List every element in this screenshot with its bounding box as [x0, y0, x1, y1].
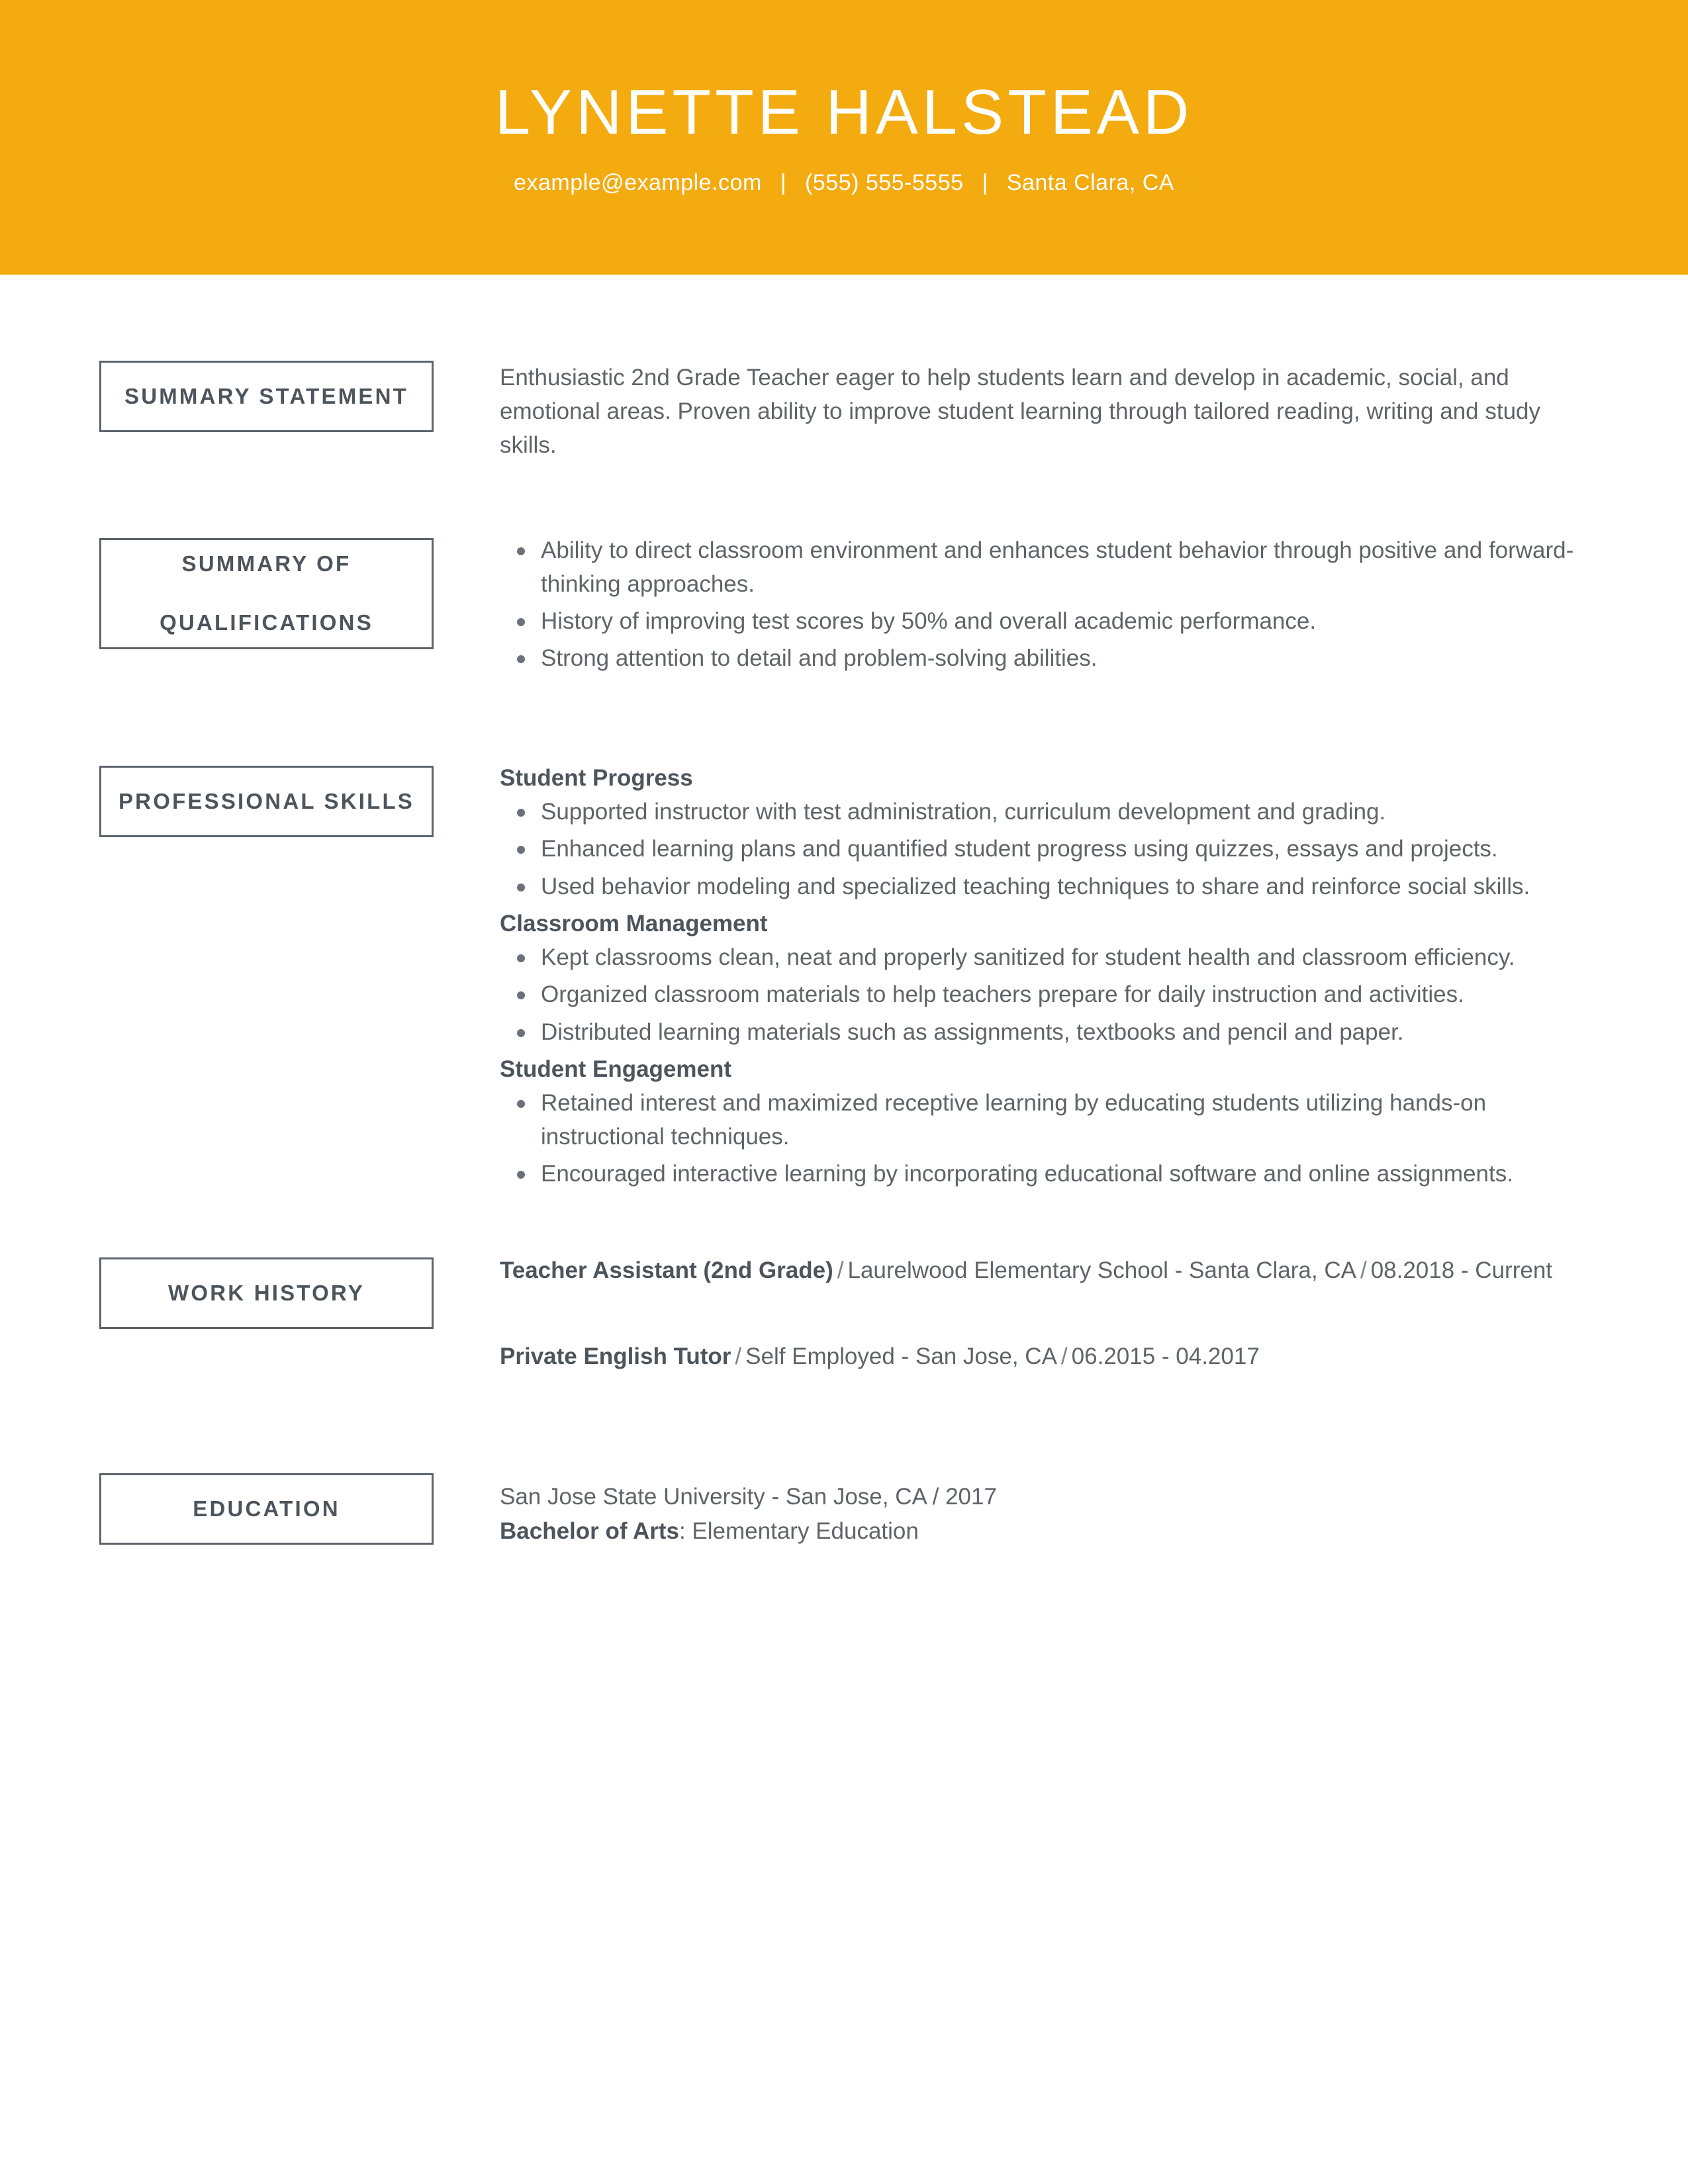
list-item: Encouraged interactive learning by incorporating educational software and online assignments. — [500, 1158, 1589, 1191]
qualifications-label-line2: QUALIFICATIONS — [160, 610, 373, 635]
education-school: San Jose State University - San Jose, CA / 2017 — [500, 1483, 997, 1510]
job-separator: / — [1060, 1343, 1068, 1370]
job-separator: / — [735, 1343, 742, 1370]
skills-group-heading: Student Progress — [500, 764, 693, 791]
phone-text: (555) 555-5555 — [805, 169, 964, 195]
degree-label: Bachelor of Arts — [500, 1518, 679, 1544]
summary-body — [500, 361, 1589, 462]
list-item: Kept classrooms clean, neat and properly sanitized for student health and classroom efficiency. — [500, 941, 1589, 974]
list-item: Retained interest and maximized receptive learning by educating students utilizing hands-on instructional techniques. — [500, 1087, 1589, 1154]
section-qualifications — [99, 538, 1589, 680]
education-label-text: EDUCATION — [193, 1496, 340, 1521]
list-item: Organized classroom materials to help teachers prepare for daily instruction and activities. — [500, 978, 1589, 1011]
summary-text: Enthusiastic 2nd Grade Teacher eager to help students learn and develop in academic, social, and emotional areas. Proven ability to improve student learning through tailored reading, writing and study skills. — [500, 365, 1541, 459]
list-item: Supported instructor with test administration, curriculum development and grading. — [500, 796, 1589, 829]
section-label-education — [99, 1473, 434, 1545]
skills-body — [500, 762, 1589, 1195]
section-education — [99, 1473, 1589, 1549]
summary-label-text: SUMMARY STATEMENT — [124, 383, 408, 408]
list-item: Ability to direct classroom environment and enhances student behavior through positive and forward-thinking approaches. — [500, 534, 1589, 601]
skills-group-list — [500, 941, 1589, 1049]
work-entry — [500, 1340, 1589, 1374]
section-label-summary-statement — [99, 361, 434, 432]
email-text: example@example.com — [514, 169, 762, 195]
skills-group — [500, 762, 1589, 903]
skills-group-heading: Classroom Management — [500, 911, 768, 937]
skills-group — [500, 1053, 1589, 1191]
education-body — [500, 1480, 1589, 1549]
skills-group-list — [500, 796, 1589, 903]
page-title: LYNETTE HALSTEAD — [494, 77, 1194, 148]
work-body — [500, 1253, 1589, 1381]
job-dates: 08.2018 - Current — [1370, 1257, 1553, 1284]
education-label-col — [99, 1473, 500, 1545]
resume-body — [0, 361, 1688, 1549]
skills-label-text: PROFESSIONAL SKILLS — [118, 788, 415, 813]
list-item: Distributed learning materials such as assignments, textbooks and pencil and paper. — [500, 1016, 1589, 1049]
work-label-text: WORK HISTORY — [168, 1281, 365, 1306]
separator-2: | — [982, 169, 988, 195]
list-item: History of improving test scores by 50% and overall academic performance. — [500, 605, 1589, 638]
skills-group-heading: Student Engagement — [500, 1056, 732, 1083]
job-dates: 06.2015 - 04.2017 — [1071, 1343, 1260, 1370]
location-text: Santa Clara, CA — [1006, 169, 1174, 195]
skills-label-col — [99, 766, 500, 837]
resume-header — [0, 0, 1688, 275]
job-employer: Laurelwood Elementary School - Santa Clara, CA — [847, 1257, 1356, 1284]
summary-label-col — [99, 361, 500, 432]
list-item: Enhanced learning plans and quantified student progress using quizzes, essays and projects. — [500, 833, 1589, 866]
work-entry — [500, 1253, 1589, 1288]
qualifications-label-col — [99, 538, 500, 649]
qualifications-label-text — [160, 549, 373, 638]
section-work-history — [99, 1257, 1589, 1381]
job-title: Teacher Assistant (2nd Grade) — [500, 1257, 833, 1284]
education-degree — [500, 1514, 1589, 1549]
skills-group-list — [500, 1087, 1589, 1191]
section-label-professional-skills — [99, 766, 434, 837]
qualifications-label-line1: SUMMARY OF — [181, 551, 352, 576]
qualifications-body — [500, 534, 1589, 680]
qualifications-list — [500, 534, 1589, 676]
section-professional-skills — [99, 766, 1589, 1195]
section-label-work-history — [99, 1257, 434, 1329]
job-title: Private English Tutor — [500, 1343, 731, 1370]
list-item: Used behavior modeling and specialized teaching techniques to share and reinforce social skills. — [500, 870, 1589, 903]
contact-line — [0, 170, 1688, 196]
section-summary-statement — [99, 361, 1589, 462]
section-label-qualifications — [99, 538, 434, 649]
job-separator: / — [837, 1257, 844, 1284]
skills-group — [500, 907, 1589, 1049]
job-employer: Self Employed - San Jose, CA — [745, 1343, 1057, 1370]
job-separator: / — [1360, 1257, 1367, 1284]
separator-1: | — [780, 169, 787, 195]
degree-value: : Elementary Education — [679, 1518, 919, 1544]
list-item: Strong attention to detail and problem-solving abilities. — [500, 642, 1589, 675]
work-label-col — [99, 1257, 500, 1329]
